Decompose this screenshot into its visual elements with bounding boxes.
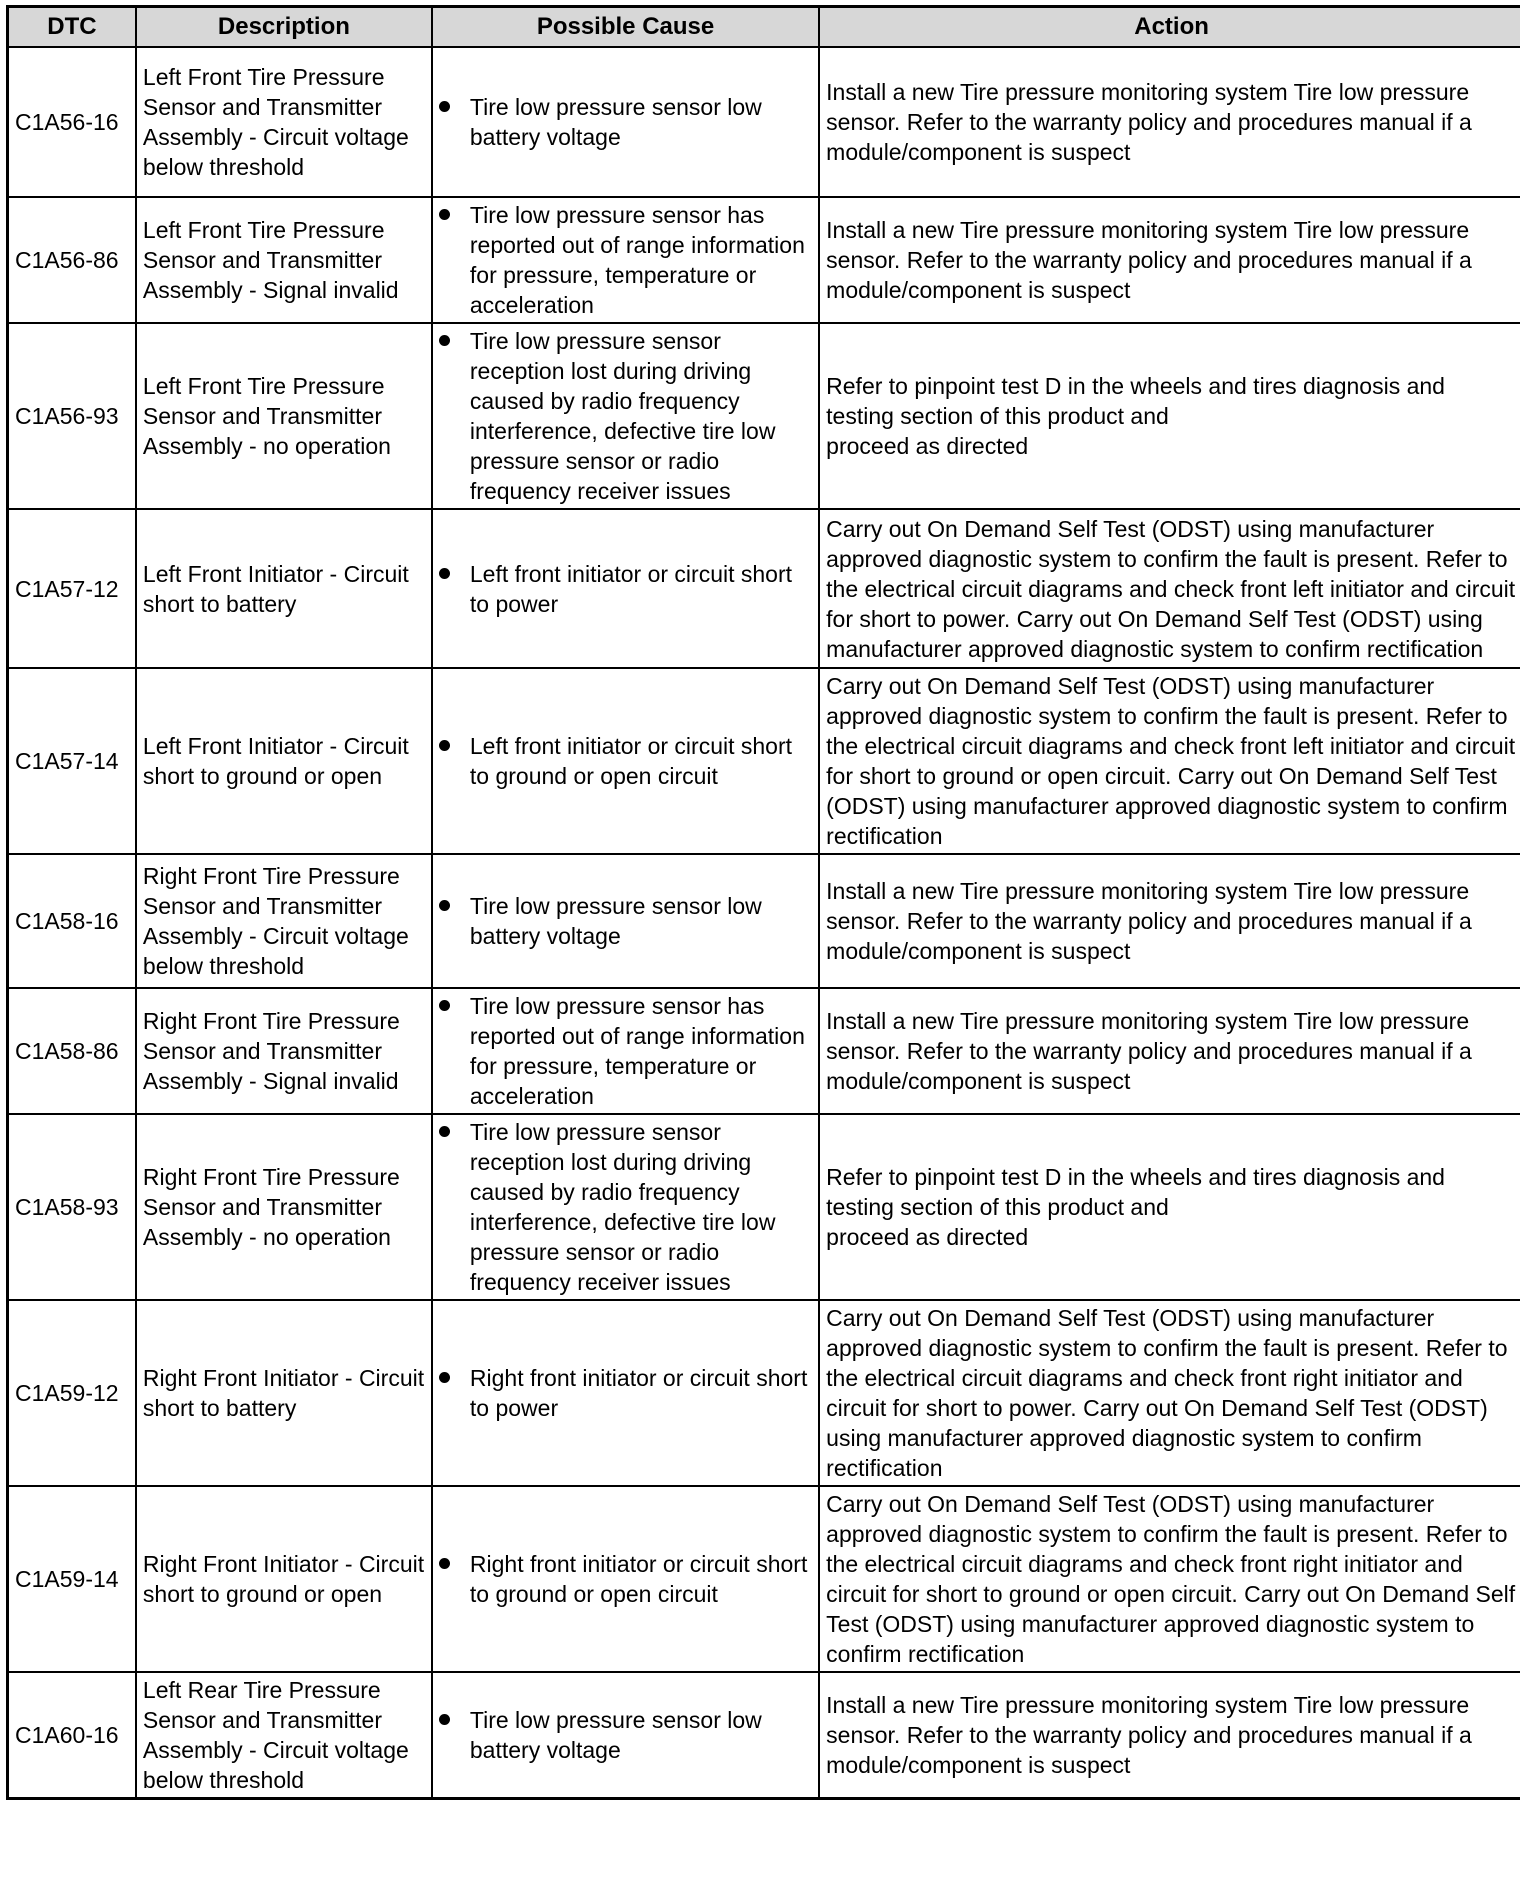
description-cell: Right Front Initiator - Circuit short to ground or open: [136, 1486, 432, 1672]
description-cell: Left Front Initiator - Circuit short to battery: [136, 509, 432, 668]
action-text: [826, 1162, 1517, 1252]
bullet-icon: [439, 1372, 450, 1383]
possible-cause-cell: [432, 1300, 819, 1486]
possible-cause-cell: [432, 509, 819, 668]
cause-bullet-item: [439, 891, 812, 951]
cause-bullet-item: [439, 559, 812, 619]
cause-text: Tire low pressure sensor has reported out of range information for pressure, temperature or acceleration: [469, 202, 805, 318]
cause-text: Tire low pressure sensor low battery voltage: [469, 893, 762, 949]
possible-cause-cell: [432, 1672, 819, 1799]
possible-cause-cell: [432, 668, 819, 854]
bullet-icon: [439, 101, 450, 112]
cause-text: Tire low pressure sensor reception lost during driving caused by radio frequency interference, defective tire low pressure sensor or radio frequency receiver issues: [469, 328, 776, 504]
dtc-code-cell: C1A56-93: [8, 323, 136, 509]
description-cell: Right Front Tire Pressure Sensor and Transmitter Assembly - no operation: [136, 1114, 432, 1300]
cause-text: Right front initiator or circuit short to ground or open circuit: [469, 1551, 808, 1607]
cause-bullet-item: [439, 1363, 812, 1423]
description-cell: Right Front Tire Pressure Sensor and Transmitter Assembly - Signal invalid: [136, 988, 432, 1114]
table-row: [8, 1114, 1520, 1300]
dtc-code-cell: C1A56-16: [8, 47, 136, 197]
cause-text: Tire low pressure sensor reception lost during driving caused by radio frequency interference, defective tire low pressure sensor or radio frequency receiver issues: [469, 1119, 776, 1295]
cause-bullet-item: [439, 1117, 812, 1297]
dtc-code-cell: C1A56-86: [8, 197, 136, 323]
cause-text: Left front initiator or circuit short to ground or open circuit: [469, 733, 793, 789]
action-cell: Install a new Tire pressure monitoring system Tire low pressure sensor. Refer to the warranty policy and procedures manual if a module/component is suspect: [819, 47, 1520, 197]
description-cell: Left Front Initiator - Circuit short to ground or open: [136, 668, 432, 854]
dtc-code-cell: C1A59-14: [8, 1486, 136, 1672]
header-action: Action: [819, 7, 1520, 48]
action-cell: Carry out On Demand Self Test (ODST) using manufacturer approved diagnostic system to confirm the fault is present. Refer to the electrical circuit diagrams and check front left initiator and circuit for short to power. Carry out On Demand Self Test (ODST) using manufacturer approved diagnostic system to confirm rectification: [819, 509, 1520, 668]
possible-cause-cell: [432, 1486, 819, 1672]
bullet-icon: [439, 568, 450, 579]
bullet-icon: [439, 1558, 450, 1569]
table-row: [8, 509, 1520, 668]
action-text-line: Refer to pinpoint test D in the wheels and tires diagnosis and testing section of this product and: [826, 373, 1445, 429]
dtc-code-cell: C1A59-12: [8, 1300, 136, 1486]
action-text-line: Refer to pinpoint test D in the wheels and tires diagnosis and testing section of this product and: [826, 1164, 1445, 1220]
action-cell: [819, 323, 1520, 509]
action-cell: Carry out On Demand Self Test (ODST) using manufacturer approved diagnostic system to confirm the fault is present. Refer to the electrical circuit diagrams and check front right initiator and circuit for short to power. Carry out On Demand Self Test (ODST) using manufacturer approved diagnostic system to confirm rectification: [819, 1300, 1520, 1486]
description-cell: Left Rear Tire Pressure Sensor and Transmitter Assembly - Circuit voltage below threshold: [136, 1672, 432, 1799]
dtc-code-cell: C1A58-16: [8, 854, 136, 988]
cause-text: Left front initiator or circuit short to power: [469, 560, 793, 617]
dtc-code-cell: C1A58-93: [8, 1114, 136, 1300]
bullet-icon: [439, 900, 450, 911]
cause-bullet-item: [439, 92, 812, 152]
table-row: [8, 197, 1520, 323]
table-row: [8, 323, 1520, 509]
dtc-table: [6, 5, 1520, 1800]
possible-cause-cell: [432, 854, 819, 988]
action-text-line: proceed as directed: [826, 1224, 1029, 1250]
dtc-code-cell: C1A58-86: [8, 988, 136, 1114]
description-cell: Right Front Initiator - Circuit short to battery: [136, 1300, 432, 1486]
bullet-icon: [439, 1126, 450, 1137]
cause-bullet-item: [439, 200, 812, 320]
action-cell: Install a new Tire pressure monitoring system Tire low pressure sensor. Refer to the warranty policy and procedures manual if a module/component is suspect: [819, 197, 1520, 323]
cause-text: Tire low pressure sensor low battery voltage: [469, 94, 762, 150]
bullet-icon: [439, 1714, 450, 1725]
header-description: Description: [136, 7, 432, 48]
action-cell: Install a new Tire pressure monitoring system Tire low pressure sensor. Refer to the warranty policy and procedures manual if a module/component is suspect: [819, 988, 1520, 1114]
cause-bullet-item: [439, 326, 812, 506]
possible-cause-cell: [432, 988, 819, 1114]
cause-bullet-item: [439, 1705, 812, 1765]
action-cell: Carry out On Demand Self Test (ODST) using manufacturer approved diagnostic system to confirm the fault is present. Refer to the electrical circuit diagrams and check front left initiator and circuit for short to ground or open circuit. Carry out On Demand Self Test (ODST) using manufacturer approved diagnostic system to confirm rectification: [819, 668, 1520, 854]
dtc-code-cell: C1A57-12: [8, 509, 136, 668]
table-row: [8, 854, 1520, 988]
dtc-table-container: [6, 5, 1520, 1800]
cause-text: Tire low pressure sensor has reported out of range information for pressure, temperature or acceleration: [469, 993, 805, 1109]
cause-bullet-item: [439, 1549, 812, 1609]
action-cell: Install a new Tire pressure monitoring system Tire low pressure sensor. Refer to the warranty policy and procedures manual if a module/component is suspect: [819, 1672, 1520, 1799]
action-text: [826, 371, 1517, 461]
cause-text: Tire low pressure sensor low battery voltage: [469, 1707, 762, 1763]
dtc-code-cell: C1A60-16: [8, 1672, 136, 1799]
bullet-icon: [439, 335, 450, 346]
cause-bullet-item: [439, 731, 812, 791]
action-text-line: proceed as directed: [826, 433, 1029, 459]
description-cell: Left Front Tire Pressure Sensor and Transmitter Assembly - Signal invalid: [136, 197, 432, 323]
table-row: [8, 1486, 1520, 1672]
description-cell: Right Front Tire Pressure Sensor and Transmitter Assembly - Circuit voltage below threshold: [136, 854, 432, 988]
table-row: [8, 668, 1520, 854]
table-row: [8, 1300, 1520, 1486]
bullet-icon: [439, 740, 450, 751]
possible-cause-cell: [432, 323, 819, 509]
bullet-icon: [439, 209, 450, 220]
possible-cause-cell: [432, 1114, 819, 1300]
action-cell: Carry out On Demand Self Test (ODST) using manufacturer approved diagnostic system to confirm the fault is present. Refer to the electrical circuit diagrams and check front right initiator and circuit for short to ground or open circuit. Carry out On Demand Self Test (ODST) using manufacturer approved diagnostic system to confirm rectification: [819, 1486, 1520, 1672]
possible-cause-cell: [432, 47, 819, 197]
possible-cause-cell: [432, 197, 819, 323]
header-possible-cause: Possible Cause: [432, 7, 819, 48]
cause-bullet-item: [439, 991, 812, 1111]
table-row: [8, 988, 1520, 1114]
table-header-row: [8, 7, 1520, 48]
description-cell: Left Front Tire Pressure Sensor and Transmitter Assembly - Circuit voltage below threshold: [136, 47, 432, 197]
description-cell: Left Front Tire Pressure Sensor and Transmitter Assembly - no operation: [136, 323, 432, 509]
cause-text: Right front initiator or circuit short to power: [469, 1365, 808, 1421]
table-body: [8, 47, 1520, 1799]
header-dtc: DTC: [8, 7, 136, 48]
table-row: [8, 47, 1520, 197]
bullet-icon: [439, 1000, 450, 1011]
action-cell: [819, 1114, 1520, 1300]
action-cell: Install a new Tire pressure monitoring system Tire low pressure sensor. Refer to the warranty policy and procedures manual if a module/component is suspect: [819, 854, 1520, 988]
table-row: [8, 1672, 1520, 1799]
dtc-code-cell: C1A57-14: [8, 668, 136, 854]
